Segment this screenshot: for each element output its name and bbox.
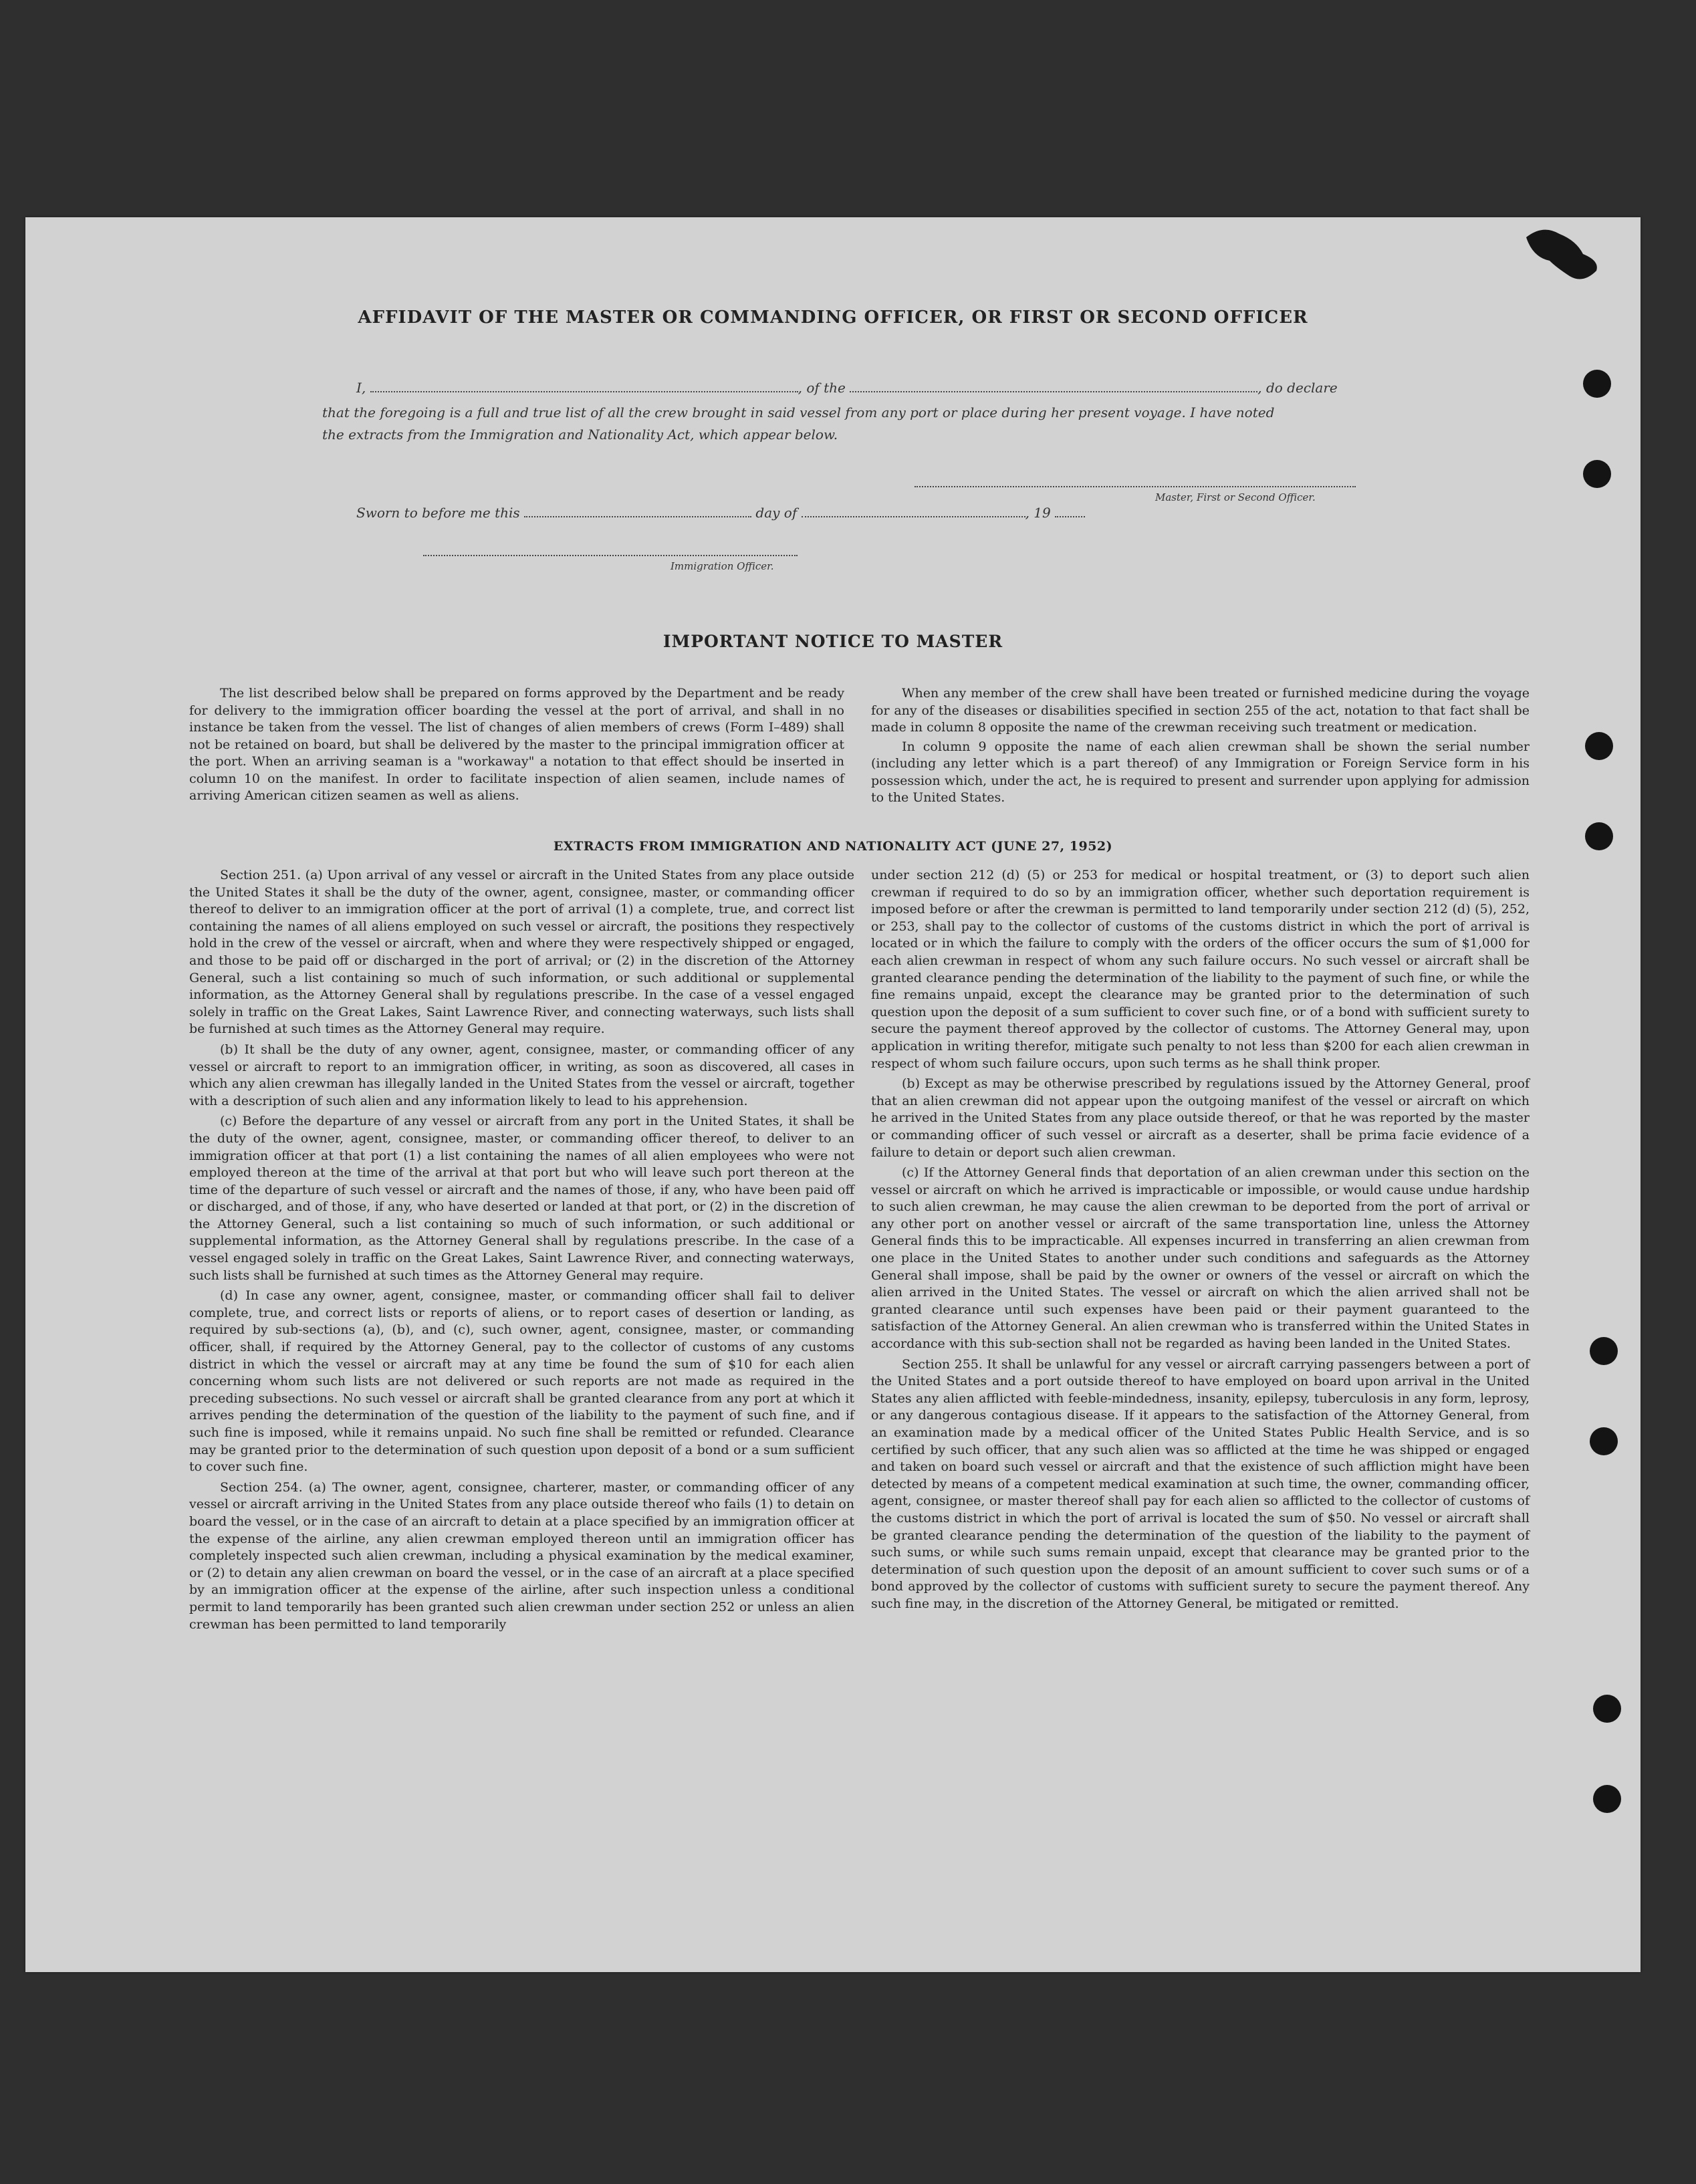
i-label: I, (356, 380, 366, 396)
section-254-a-continued: under section 212 (d) (5) or 253 for medical or hospital treatment, or (3) to deport such alien crewman if required to do so by an immigration officer, whether such deportation requirement is imposed before or after the crewman is permitted to land temporarily under section 212 (d) (5), 252, or 253, shall pay to the collector of customs of the customs district in which the port of arrival is located or in which the failure to comply with the orders of the officer occurs the sum of $1,000 for each alien crewman in respect of whom any such failure occurs. No such vessel or aircraft shall be granted clearance pending the determination of the liability to the payment of such fine, or while the fine remains unpaid, except the clearance may be granted prior to the determination of such question upon the deposit of a sum sufficient to cover such fine, or of a bond with sufficient surety to secure the payment thereof approved by the collector of customs. The Attorney General may, upon application in writing therefor, mitigate such penalty to not less than $200 for each alien crewman in respect of whom such failure occurs, upon such terms as he shall think proper. (871, 868, 1530, 1071)
binder-hole (1585, 732, 1613, 760)
section-254-c: (c) If the Attorney General finds that deportation of an alien crewman under this section on the vessel or aircraft on which he arrived is impracticable or impossible, or would cause undue hardship to such alien crewman, he may cause the alien crewman to be deported from the port of arrival or any other port on another vessel or aircraft of the same transportation line, unless the Attorney General finds this to be impracticable. All expenses incurred in transferring an alien crewman from one place in the United States to another under such conditions and safeguards as the Attorney General shall impose, shall be paid by the owner or owners of the vessel or aircraft on which the alien arrived in the United States. The vessel or aircraft on which the alien arrived shall not be granted clearance until such expenses have been paid or their payment guaranteed to the satisfaction of the Attorney General. An alien crewman who is transferred within the United States in accordance with this sub-section shall not be regarded as having been landed in the United States. (871, 1165, 1530, 1352)
vessel-blank[interactable] (850, 390, 1257, 392)
officer-signature-line[interactable] (423, 555, 798, 556)
master-signature-label: Master, First or Second Officer. (1155, 491, 1316, 503)
day-of-label: day of (755, 505, 798, 521)
binder-hole (1583, 370, 1611, 398)
notice-right-paragraphs (871, 685, 1530, 809)
binder-hole (1593, 1695, 1621, 1723)
document-page (25, 217, 1641, 1972)
binder-hole (1590, 1427, 1618, 1455)
master-signature-line[interactable] (915, 486, 1356, 487)
section-251-a: Section 251. (a) Upon arrival of any vessel or aircraft in the United States from any place outside the United States it shall be the duty of the owner, agent, consignee, master, or commanding officer thereof to deliver to an immigration officer at the port of arrival (1) a complete, true, and correct list containing the names of all aliens employed on such vessel or aircraft, the positions they respectively hold in the crew of the vessel or aircraft, when and where they were respectively shipped or engaged, and those to be paid off or discharged in the port of arrival; or (2) in the discretion of the Attorney General, such a list containing so much of such information, or such additional or supplemental information, as the Attorney General shall by regulations prescribe. In the case of a vessel engaged solely in traffic on the Great Lakes, Saint Lawrence River, and connecting waterways, such lists shall be furnished at such times as the Attorney General may require. (189, 868, 854, 1037)
torn-corner (1523, 224, 1603, 284)
section-255: Section 255. It shall be unlawful for any vessel or aircraft carrying passengers between a port of the United States and a port outside thereof to have employed on board upon arrival in the United States any alien afflicted with feeble-mindedness, insanity, epilepsy, tuberculosis in any form, leprosy, or any dangerous contagious disease. If it appears to the satisfaction of the Attorney General, from an examination made by a medical officer of the United States Public Health Service, and is so certified by such officer, that any such alien was so afflicted at the time he was shipped or engaged and taken on board such vessel or aircraft and that the existence of such affliction might have been detected by means of a competent medical examination at such time, the owner, commanding officer, agent, consignee, or master thereof shall pay for each alien so afflicted to the collector of customs of the customs district in which the port of arrival is located the sum of $50. No vessel or aircraft shall be granted clearance pending the determination of the question of the liability to the payment of such sums, or while such sums remain unpaid, except that clearance may be granted prior to the determination of such question upon the deposit of an amount sufficient to cover such sums or of a bond approved by the collector of customs with sufficient surety to secure the payment thereof. Any such fine may, in the discretion of the Attorney General, be mitigated or remitted. (871, 1356, 1530, 1611)
do-declare-label: , do declare (1257, 380, 1338, 396)
binder-hole (1593, 1785, 1621, 1813)
statement-line-2: the extracts from the Immigration and Nationality Act, which appear below. (322, 427, 838, 443)
section-251-d: (d) In case any owner, agent, consignee, master, or commanding officer shall fail to deliver complete, true, and correct lists or reports of aliens, or to report cases of desertion or landing, as required by sub-sections (a), (b), and (c), such owner, agent, consignee, master, or commanding officer, shall, if required by the Attorney General, pay to the collector of customs of any customs district in which the vessel or aircraft may at any time be found the sum of $10 for each alien concerning whom such lists are not delivered or such reports are not made as required in the preceding subsections. No such vessel or aircraft shall be granted clearance from any port at which it arrives pending the determination of the question of the liability to the payment of such fine, and if such fine is imposed, while it remains unpaid. No such fine shall be remitted or refunded. Clearance may be granted prior to the determination of such question upon deposit of a bond or a sum sufficient to cover such fine. (189, 1288, 854, 1475)
section-254-a: Section 254. (a) The owner, agent, consignee, charterer, master, or commanding officer of any vessel or aircraft arriving in the United States from any place outside thereof who fails (1) to detain on board the vessel, or in the case of an aircraft to detain at a place specified by an immigration officer at the expense of the airline, any alien crewman employed thereon until an immigration officer has completely inspected such alien crewman, including a physical examination by the medical examiner, or (2) to detain any alien crewman on board the vessel, or in the case of an aircraft at a place specified by an immigration officer at the expense of the airline, after such inspection unless a conditional permit to land temporarily has been granted such alien crewman under section 252 or unless an alien crewman has been permitted to land temporarily (189, 1479, 854, 1632)
section-251-b: (b) It shall be the duty of any owner, agent, consignee, master, or commanding officer of any vessel or aircraft to report to an immigration officer, in writing, as soon as discovered, all cases in which any alien crewman has illegally landed in the United States from the vessel or aircraft, together with a description of such alien and any information likely to lead to his apprehension. (189, 1042, 854, 1108)
section-254-b: (b) Except as may be otherwise prescribed by regulations issued by the Attorney General, proof that an alien crewman did not appear upon the outgoing manifest of the vessel or aircraft on which he arrived in the United States from any place outside thereof, or that he was reported by the master or commanding officer of such vessel or aircraft as a deserter, shall be prima facie evidence of a failure to detain or deport such alien crewman. (871, 1076, 1530, 1160)
statement-line-1: that the foregoing is a full and true list of all the crew brought in said vessel from any port or place during her present voyage. I have noted (322, 404, 1275, 420)
officer-signature-label: Immigration Officer. (671, 560, 774, 572)
section-251-c: (c) Before the departure of any vessel or aircraft from any port in the United States, it shall be the duty of the owner, agent, consignee, master, or commanding officer thereof, to deliver to an immigration officer at that port (1) a list containing the names of all alien employees who were not employed thereon at the time of the arrival at that port but who will leave such port thereon at the time of the departure of such vessel or aircraft and the names of those, if any, who have been paid off or discharged, and of those, if any, who have deserted or landed at that port, or (2) in the discretion of the Attorney General, such a list containing so much of such information, or such additional or supplemental information, as the Attorney General shall by regulations prescribe. In the case of a vessel engaged solely in traffic on the Great Lakes, Saint Lawrence River, and connecting waterways, such lists shall be furnished at such times as the Attorney General may require. (189, 1114, 854, 1283)
sworn-line (356, 505, 1085, 521)
notice-title: IMPORTANT NOTICE TO MASTER (662, 632, 1003, 651)
notice-left-paragraph (189, 685, 844, 807)
binder-hole (1583, 460, 1611, 488)
month-blank[interactable] (802, 515, 1025, 517)
affidavit-title: AFFIDAVIT OF THE MASTER OR COMMANDING OFFICER, OR FIRST OR SECOND OFFICER (358, 308, 1308, 328)
notice-right-text-1: When any member of the crew shall have been treated or furnished medicine during the voyage for any of the diseases or disabilities specified in section 255 of the act, notation to that fact shall be made in column 8 opposite the name of the crewman receiving such treatment or medication. (871, 686, 1530, 735)
declaration-line (356, 380, 1338, 396)
extracts-title: EXTRACTS FROM IMMIGRATION AND NATIONALITY ACT (JUNE 27, 1952) (553, 839, 1113, 854)
extracts-left-column (189, 867, 854, 1636)
binder-hole (1590, 1337, 1618, 1365)
binder-hole (1585, 822, 1613, 850)
year-label: , 19 (1025, 505, 1051, 521)
day-blank[interactable] (524, 515, 751, 517)
of-the-label: , of the (798, 380, 846, 396)
notice-left-text: The list described below shall be prepared on forms approved by the Department and be ready for delivery to the immigration officer boarding the vessel at the port of arrival, and shall in no instance be taken from the vessel. The list of changes of alien members of crews (Form I–489) shall not be retained on board, but shall be delivered by the master to the principal immigration officer at the port. When an arriving seaman is a "workaway" a notation to that effect should be inserted in column 10 on the manifest. In order to facilitate inspection of alien seamen, include names of arriving American citizen seamen as well as aliens. (189, 686, 844, 803)
extracts-right-column (871, 867, 1530, 1616)
name-blank[interactable] (370, 390, 798, 392)
notice-right-text-2: In column 9 opposite the name of each alien crewman shall be shown the serial number (including any letter which is a part thereof) of any Immigration or Foreign Service form in his possession which, under the act, he is required to present and surrender upon applying for admission to the United States. (871, 739, 1530, 805)
sworn-label: Sworn to before me this (356, 505, 520, 521)
year-blank[interactable] (1055, 515, 1085, 517)
